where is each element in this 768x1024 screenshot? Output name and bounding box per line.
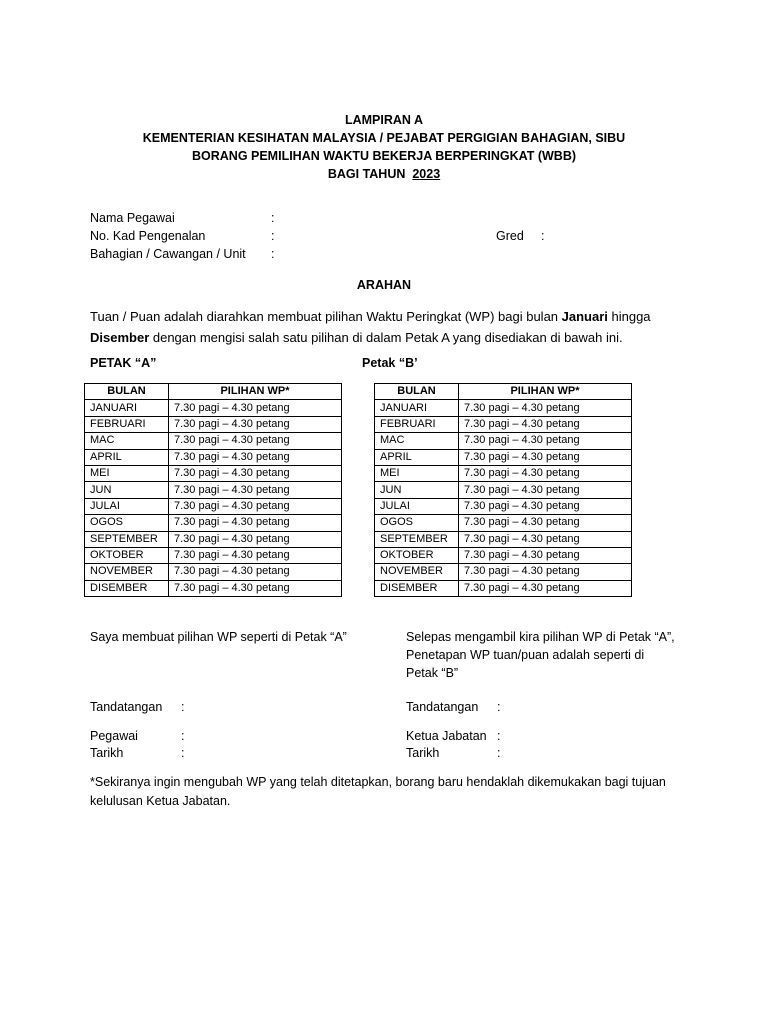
header-ministry: KEMENTERIAN KESIHATAN MALAYSIA / PEJABAT PERGIGIAN BAHAGIAN, SIBU (142, 131, 626, 145)
left-tandatangan-row (90, 698, 290, 716)
right-tarikh-label: Tarikh (406, 746, 440, 760)
petak-a-row (85, 482, 342, 498)
petak-b-header-row (375, 384, 632, 400)
petak-a-month-cell: JUN (85, 482, 169, 498)
header-lampiran: LAMPIRAN A (344, 113, 423, 127)
petak-b-title: Petak “B’ (362, 356, 418, 370)
left-pegawai-label: Pegawai (90, 729, 138, 743)
petak-b-row (375, 580, 632, 596)
right-ketua-colon: : (497, 729, 501, 743)
petak-a-wp-cell: 7.30 pagi – 4.30 petang (169, 482, 342, 498)
petak-b-month-cell: JULAI (375, 498, 459, 514)
petak-a-wp-cell: 7.30 pagi – 4.30 petang (169, 400, 342, 416)
petak-b-wp-cell: 7.30 pagi – 4.30 petang (459, 400, 632, 416)
petak-b-wp-cell: 7.30 pagi – 4.30 petang (459, 515, 632, 531)
footnote-line-1: *Sekiranya ingin mengubah WP yang telah ditetapkan, borang baru hendaklah dikemukakan bagi tujuan (90, 775, 666, 789)
petak-b-month-cell: OKTOBER (375, 547, 459, 563)
petak-b-wp-cell: 7.30 pagi – 4.30 petang (459, 465, 632, 481)
petak-a-row (85, 547, 342, 563)
petak-a-table (84, 383, 342, 597)
petak-b-row (375, 564, 632, 580)
right-statement (406, 628, 675, 682)
arahan-text-2: hingga (607, 309, 651, 324)
petak-b-wp-cell: 7.30 pagi – 4.30 petang (459, 564, 632, 580)
petak-b-month-cell: FEBRUARI (375, 416, 459, 432)
petak-b-month-cell: JUN (375, 482, 459, 498)
header-year-prefix: BAGI TAHUN (327, 167, 413, 181)
petak-a-wp-cell: 7.30 pagi – 4.30 petang (169, 433, 342, 449)
petak-b-row (375, 547, 632, 563)
bahagian-label: Bahagian / Cawangan / Unit (90, 247, 246, 261)
petak-b-row (375, 482, 632, 498)
petak-b-month-cell: APRIL (375, 449, 459, 465)
petak-b-wp-cell: 7.30 pagi – 4.30 petang (459, 482, 632, 498)
right-tarikh-row (406, 744, 606, 762)
petak-b-wp-cell: 7.30 pagi – 4.30 petang (459, 531, 632, 547)
petak-b-row (375, 400, 632, 416)
right-tarikh-colon: : (497, 746, 501, 760)
petak-b-row (375, 515, 632, 531)
kad-label: No. Kad Pengenalan (90, 229, 206, 243)
petak-b-month-cell: DISEMBER (375, 580, 459, 596)
right-ketua-row (406, 727, 606, 745)
arahan-line-1 (90, 306, 690, 327)
officer-fields (90, 209, 590, 263)
petak-a-month-cell: MEI (85, 465, 169, 481)
right-ketua-label: Ketua Jabatan (406, 729, 487, 743)
petak-a-row (85, 400, 342, 416)
left-pegawai-row (90, 727, 290, 745)
petak-a-row (85, 531, 342, 547)
petak-a-wp-cell: 7.30 pagi – 4.30 petang (169, 515, 342, 531)
petak-b-month-cell: MAC (375, 433, 459, 449)
petak-a-row (85, 515, 342, 531)
arahan-bold-januari: Januari (561, 309, 608, 324)
petak-b-wp-cell: 7.30 pagi – 4.30 petang (459, 416, 632, 432)
petak-a-month-cell: NOVEMBER (85, 564, 169, 580)
header-year-line (0, 165, 768, 183)
petak-b-row (375, 498, 632, 514)
header-form-title: BORANG PEMILIHAN WAKTU BEKERJA BERPERINGKAT (WBB) (191, 149, 577, 163)
petak-b-table (374, 383, 632, 597)
petak-a-month-cell: OKTOBER (85, 547, 169, 563)
petak-a-row (85, 580, 342, 596)
petak-b-row (375, 531, 632, 547)
petak-b-wp-cell: 7.30 pagi – 4.30 petang (459, 580, 632, 596)
petak-b-row (375, 465, 632, 481)
right-statement-line-3: Petak “B” (406, 666, 459, 680)
petak-b-row (375, 416, 632, 432)
left-tarikh-row (90, 744, 290, 762)
petak-a-month-cell: JANUARI (85, 400, 169, 416)
kad-colon: : (271, 229, 275, 243)
document-header (0, 111, 768, 183)
petak-b-month-cell: SEPTEMBER (375, 531, 459, 547)
field-bahagian (90, 245, 590, 263)
arahan-text-3: dengan mengisi salah satu pilihan di dalam Petak A yang disediakan di bawah ini. (149, 330, 623, 345)
gred-colon: : (541, 229, 545, 243)
arahan-line-2 (90, 327, 690, 348)
arahan-text-1: Tuan / Puan adalah diarahkan membuat pilihan Waktu Peringkat (WP) bagi bulan (90, 309, 562, 324)
petak-a-month-cell: DISEMBER (85, 580, 169, 596)
petak-b-month-cell: NOVEMBER (375, 564, 459, 580)
petak-a-wp-cell: 7.30 pagi – 4.30 petang (169, 547, 342, 563)
petak-b-month-cell: JANUARI (375, 400, 459, 416)
petak-a-row (85, 449, 342, 465)
petak-b-wp-cell: 7.30 pagi – 4.30 petang (459, 449, 632, 465)
bahagian-colon: : (271, 247, 275, 261)
gred-label: Gred (496, 229, 524, 243)
petak-a-col-pilihan: PILIHAN WP* (169, 384, 342, 400)
petak-a-wp-cell: 7.30 pagi – 4.30 petang (169, 531, 342, 547)
petak-a-month-cell: JULAI (85, 498, 169, 514)
right-tandatangan-label: Tandatangan (406, 700, 479, 714)
petak-a-wp-cell: 7.30 pagi – 4.30 petang (169, 498, 342, 514)
right-tandatangan-colon: : (497, 700, 501, 714)
petak-b-col-bulan: BULAN (375, 384, 459, 400)
footnote-line-2: kelulusan Ketua Jabatan. (90, 794, 231, 808)
petak-a-month-cell: APRIL (85, 449, 169, 465)
field-nama (90, 209, 590, 227)
left-tandatangan-label: Tandatangan (90, 700, 163, 714)
petak-a-col-bulan: BULAN (85, 384, 169, 400)
petak-a-row (85, 465, 342, 481)
arahan-title: ARAHAN (356, 278, 412, 292)
petak-a-wp-cell: 7.30 pagi – 4.30 petang (169, 449, 342, 465)
petak-a-row (85, 498, 342, 514)
petak-b-month-cell: MEI (375, 465, 459, 481)
petak-b-month-cell: OGOS (375, 515, 459, 531)
petak-a-wp-cell: 7.30 pagi – 4.30 petang (169, 580, 342, 596)
right-statement-line-1: Selepas mengambil kira pilihan WP di Petak “A”, (406, 630, 675, 644)
petak-a-header-row (85, 384, 342, 400)
petak-b-col-pilihan: PILIHAN WP* (459, 384, 632, 400)
field-kad (90, 227, 590, 245)
right-tandatangan-row (406, 698, 606, 716)
petak-a-month-cell: FEBRUARI (85, 416, 169, 432)
left-statement: Saya membuat pilihan WP seperti di Petak “A” (90, 630, 347, 644)
left-pegawai-colon: : (181, 729, 185, 743)
petak-a-row (85, 564, 342, 580)
left-tarikh-label: Tarikh (90, 746, 124, 760)
petak-a-wp-cell: 7.30 pagi – 4.30 petang (169, 465, 342, 481)
nama-label: Nama Pegawai (90, 211, 175, 225)
petak-a-month-cell: OGOS (85, 515, 169, 531)
left-tandatangan-colon: : (181, 700, 185, 714)
petak-a-wp-cell: 7.30 pagi – 4.30 petang (169, 416, 342, 432)
petak-b-row (375, 433, 632, 449)
petak-a-title: PETAK “A” (90, 356, 157, 370)
petak-a-month-cell: MAC (85, 433, 169, 449)
petak-a-wp-cell: 7.30 pagi – 4.30 petang (169, 564, 342, 580)
arahan-paragraph (90, 306, 690, 348)
left-tarikh-colon: : (181, 746, 185, 760)
footnote (90, 773, 690, 811)
petak-b-wp-cell: 7.30 pagi – 4.30 petang (459, 498, 632, 514)
right-statement-line-2: Penetapan WP tuan/puan adalah seperti di (406, 648, 645, 662)
nama-colon: : (271, 211, 275, 225)
petak-a-month-cell: SEPTEMBER (85, 531, 169, 547)
petak-b-row (375, 449, 632, 465)
petak-a-row (85, 433, 342, 449)
petak-b-wp-cell: 7.30 pagi – 4.30 petang (459, 547, 632, 563)
arahan-bold-disember: Disember (90, 330, 150, 345)
header-year: 2023 (412, 167, 441, 181)
petak-a-row (85, 416, 342, 432)
petak-b-wp-cell: 7.30 pagi – 4.30 petang (459, 433, 632, 449)
